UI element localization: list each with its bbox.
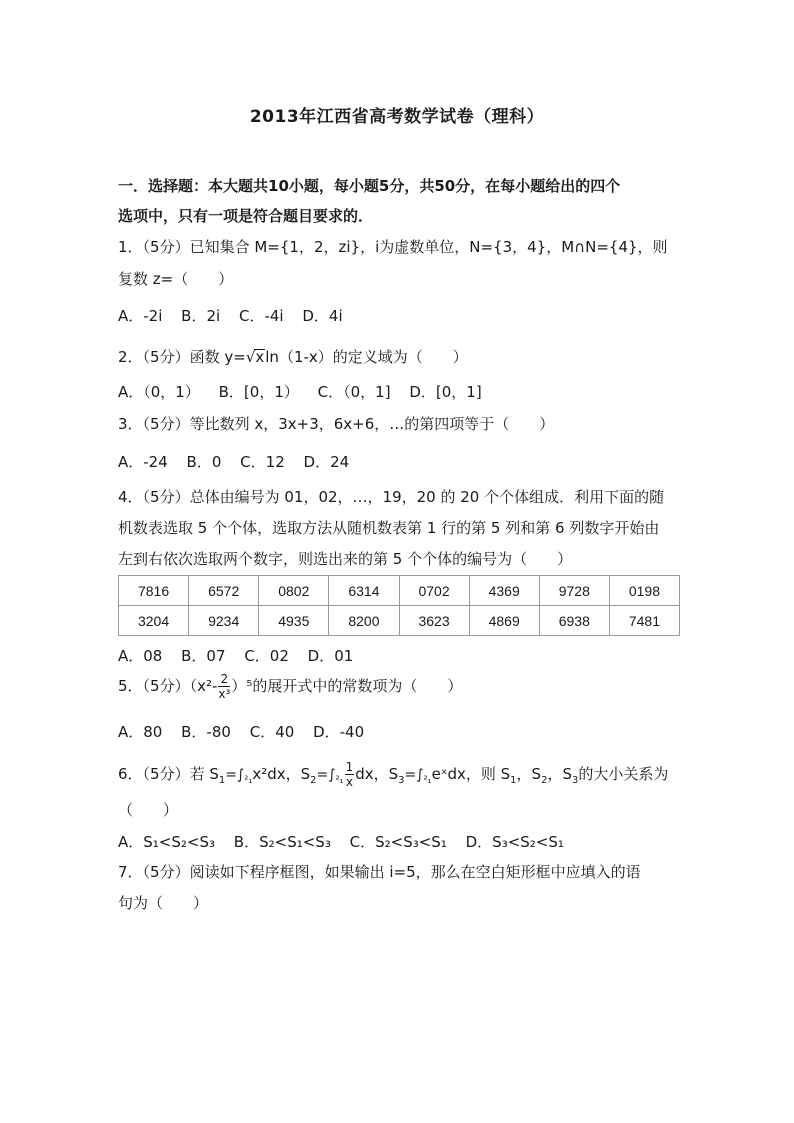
subscript: 1 <box>218 775 226 786</box>
option-d: D．-40 <box>313 723 365 741</box>
question-1-options <box>118 306 357 326</box>
question-4-line3: 左到右依次选取两个数字，则选出来的第 5 个个体的编号为（ ） <box>118 550 573 568</box>
q6-text: 的大小关系为 <box>578 765 669 783</box>
question-7-line1: 7．（5分）阅读如下程序框图，如果输出 i=5，那么在空白矩形框中应填入的语 <box>118 863 641 881</box>
table-cell: 6938 <box>539 606 609 636</box>
q6-text: x²dx，S <box>252 765 311 783</box>
option-d: D．24 <box>303 453 350 471</box>
option-b: B．07 <box>181 647 226 665</box>
option-a: A．（0，1） <box>118 383 200 401</box>
table-cell: 9728 <box>539 576 609 606</box>
table-cell: 4935 <box>259 606 329 636</box>
sqrt-radicand: x <box>255 348 265 366</box>
option-c: C．S₂<S₃<S₁ <box>349 833 447 851</box>
option-c: C．12 <box>240 453 285 471</box>
option-b: B．S₂<S₁<S₃ <box>233 833 331 851</box>
table-cell: 0198 <box>609 576 679 606</box>
question-5 <box>118 672 462 701</box>
table-cell: 4869 <box>469 606 539 636</box>
table-cell: 4369 <box>469 576 539 606</box>
table-cell: 8200 <box>329 606 399 636</box>
question-2 <box>118 347 468 367</box>
q6-text: 6．（5分）若 S <box>118 765 219 783</box>
option-d: D．S₃<S₂<S₁ <box>465 833 564 851</box>
q6-text: ，S <box>547 765 572 783</box>
integral-sign: =∫ <box>404 767 424 783</box>
question-5-options <box>118 722 378 742</box>
option-a: A．08 <box>118 647 163 665</box>
table-cell: 6314 <box>329 576 399 606</box>
fraction-numerator: 2 <box>218 672 230 687</box>
option-b: B．0 <box>186 453 222 471</box>
question-2-prefix: 2．（5分）函数 y= <box>118 348 246 366</box>
table-cell: 6572 <box>189 576 259 606</box>
question-6-line1 <box>118 760 668 789</box>
question-6-options <box>118 832 578 852</box>
fraction <box>218 672 230 701</box>
option-d: D．[0，1] <box>409 383 482 401</box>
table-cell: 7481 <box>609 606 679 636</box>
option-d: D．01 <box>307 647 354 665</box>
option-b: B．[0，1） <box>218 383 299 401</box>
page-title: 2013年江西省高考数学试卷（理科） <box>249 107 545 127</box>
table-row <box>119 606 680 636</box>
option-c: C．02 <box>244 647 289 665</box>
q6-text: ，S <box>516 765 542 783</box>
integral-sign: =∫ <box>225 767 245 783</box>
fraction-denominator: x³ <box>218 687 231 701</box>
q6-text: eˣdx，则 S <box>431 765 511 783</box>
question-2-suffix: ln（1-x）的定义域为（ ） <box>265 348 468 366</box>
option-a: A．-2i <box>118 307 163 325</box>
table-cell: 3623 <box>399 606 469 636</box>
question-1-line2: 复数 z=（ ） <box>118 270 234 288</box>
option-a: A．-24 <box>118 453 168 471</box>
fraction <box>345 760 355 789</box>
section-heading-line2: 选项中，只有一项是符合题目要求的． <box>118 207 374 225</box>
subscript: 2 <box>310 775 317 786</box>
subscript: 2 <box>541 775 548 786</box>
question-4-line2: 机数表选取 5 个个体，选取方法从随机数表第 1 行的第 5 列和第 6 列数字开始由 <box>118 519 660 537</box>
fraction-denominator: x <box>345 775 353 789</box>
question-4-options <box>118 646 367 666</box>
subscript: 3 <box>571 775 579 786</box>
option-c: C．40 <box>249 723 295 741</box>
question-3-options <box>118 452 363 472</box>
fraction-numerator: 1 <box>345 760 354 774</box>
option-b: B．2i <box>181 307 221 325</box>
integral-sign: =∫ <box>316 767 336 783</box>
table-cell: 0702 <box>399 576 469 606</box>
table-cell: 7816 <box>119 576 189 606</box>
question-4-line1: 4．（5分）总体由编号为 01，02，…，19，20 的 20 个个体组成．利用下面的随 <box>118 488 665 506</box>
table-cell: 0802 <box>259 576 329 606</box>
integral-bounds: ²₁ <box>423 775 432 786</box>
sqrt-sign: √ <box>245 348 256 366</box>
subscript: 1 <box>510 775 517 786</box>
section-heading-line1: 一．选择题：本大题共10小题，每小题5分，共50分，在每小题给出的四个 <box>118 177 621 195</box>
question-6-line2: （ ） <box>118 801 179 819</box>
question-7-line2: 句为（ ） <box>118 894 209 912</box>
option-a: A．80 <box>118 723 163 741</box>
table-cell: 9234 <box>189 606 259 636</box>
option-d: D．4i <box>302 307 343 325</box>
question-1-line1: 1．（5分）已知集合 M={1，2，zi}，i为虚数单位，N={3，4}，M∩N={4}，则 <box>118 238 668 256</box>
option-c: C．-4i <box>238 307 284 325</box>
table-row <box>119 576 680 606</box>
question-5-suffix: ）⁵的展开式中的常数项为（ ） <box>231 677 463 695</box>
integral-bounds: ²₁ <box>335 775 344 786</box>
table-cell: 3204 <box>119 606 189 636</box>
option-a: A．S₁<S₂<S₃ <box>118 833 216 851</box>
option-b: B．-80 <box>181 723 231 741</box>
subscript: 3 <box>398 775 405 786</box>
q6-text: dx，S <box>355 765 399 783</box>
random-number-table <box>118 575 680 636</box>
question-3: 3．（5分）等比数列 x，3x+3，6x+6，…的第四项等于（ ） <box>118 415 555 433</box>
question-2-options <box>118 382 496 402</box>
integral-bounds: ²₁ <box>244 775 253 786</box>
question-5-prefix: 5．（5分）（x²- <box>118 677 218 695</box>
option-c: C．（0，1] <box>317 383 391 401</box>
